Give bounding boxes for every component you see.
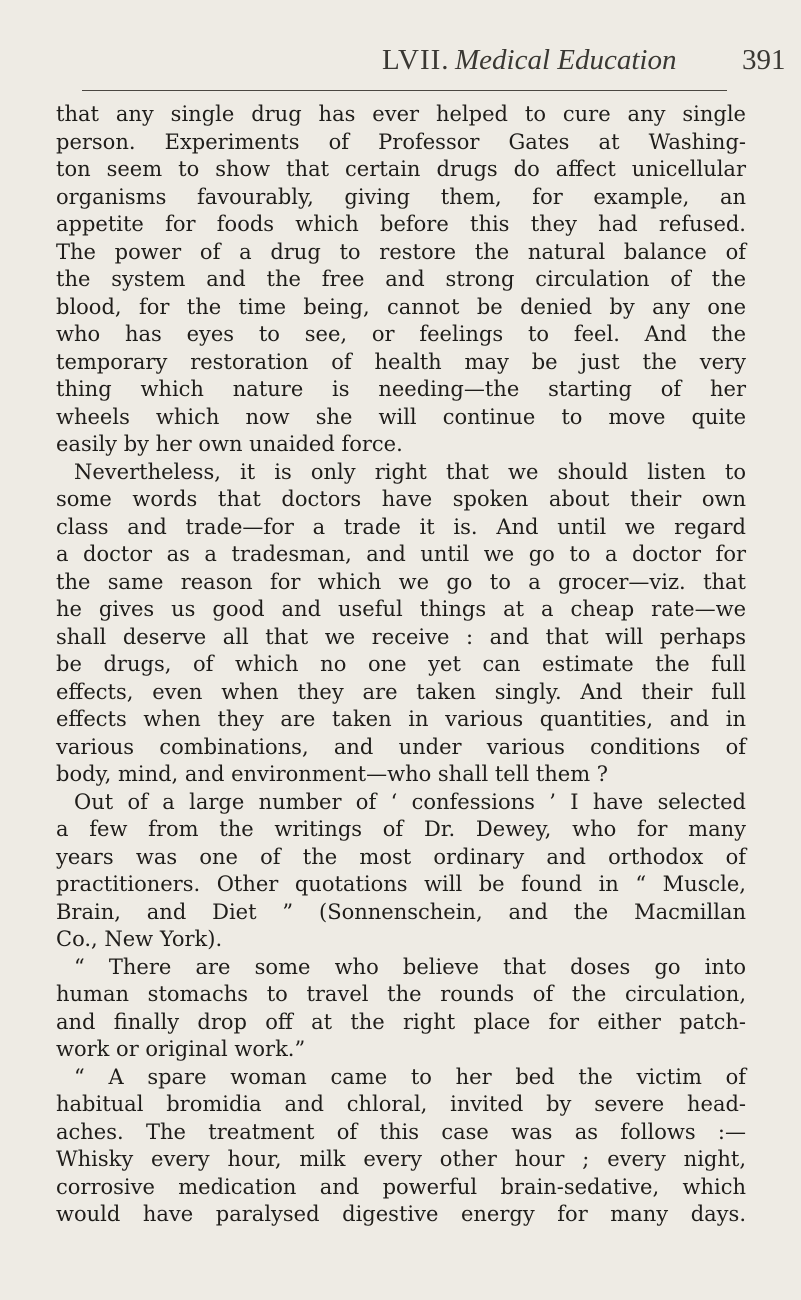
text-line: Nevertheless, it is only right that we should listen to <box>74 459 746 484</box>
text-line: shall deserve all that we receive : and that will perhaps <box>56 624 746 649</box>
text-line: who has eyes to see, or feelings to feel. And the <box>56 322 746 346</box>
text-line: years was one of the most ordinary and orthodox of <box>56 844 746 869</box>
text-line: a doctor as a tradesman, and until we go to a doctor for <box>56 542 746 566</box>
text-line: class and trade—for a trade it is. And until we regard <box>56 514 746 539</box>
text-line: easily by her own unaided force. <box>56 432 403 456</box>
text-line: aches. The treatment of this case was as follows :— <box>56 1119 746 1144</box>
running-head <box>0 44 801 80</box>
header-rule <box>82 90 727 91</box>
chapter-title: Medical Education <box>455 44 677 76</box>
text-line: blood, for the time being, cannot be denied by any one <box>56 294 746 319</box>
text-line: Co., New York). <box>56 927 223 951</box>
text-line: ton seem to show that certain drugs do affect unicellular <box>56 157 746 181</box>
text-line: organisms favourably, giving them, for example, an <box>56 184 746 209</box>
text-line: a few from the writings of Dr. Dewey, who for many <box>56 817 746 841</box>
text-line: temporary restoration of health may be just the very <box>56 349 746 374</box>
text-line: habitual bromidia and chloral, invited by severe head- <box>56 1092 746 1116</box>
text-line: the system and the free and strong circulation of the <box>56 267 746 291</box>
text-line: “ A spare woman came to her bed the victim of <box>74 1064 746 1089</box>
text-line: Brain, and Diet ” (Sonnenschein, and the Macmillan <box>56 899 746 924</box>
text-line: “ There are some who believe that doses go into <box>74 954 746 979</box>
text-line: some words that doctors have spoken about their own <box>56 487 746 511</box>
text-line: he gives us good and useful things at a cheap rate—we <box>56 597 746 621</box>
text-line: human stomachs to travel the rounds of the circulation, <box>56 982 746 1006</box>
text-line: the same reason for which we go to a grocer—viz. that <box>56 569 746 594</box>
text-line: Out of a large number of ‘ confessions ’ I have selected <box>74 789 746 814</box>
text-line: effects, even when they are taken singly. And their full <box>56 679 746 704</box>
text-line: appetite for foods which before this they had refused. <box>56 212 746 236</box>
text-line: and finally drop off at the right place for either patch- <box>56 1009 746 1034</box>
text-line: that any single drug has ever helped to cure any single <box>56 102 746 126</box>
text-line: work or original work.” <box>56 1037 306 1061</box>
chapter-number: LVII. <box>382 44 450 76</box>
text-line: corrosive medication and powerful brain-sedative, which <box>56 1174 746 1199</box>
text-line: The power of a drug to restore the natural balance of <box>56 239 746 264</box>
text-line: various combinations, and under various conditions of <box>56 734 746 759</box>
text-line: person. Experiments of Professor Gates at Washing- <box>56 129 746 154</box>
text-line: be drugs, of which no one yet can estimate the full <box>56 652 746 676</box>
text-line: effects when they are taken in various quantities, and in <box>56 707 746 731</box>
body-text <box>56 101 746 1229</box>
text-line: thing which nature is needing—the starting of her <box>56 377 746 401</box>
text-line: practitioners. Other quotations will be found in “ Muscle, <box>56 872 746 896</box>
text-line: wheels which now she will continue to move quite <box>56 404 746 429</box>
text-line: Whisky every hour, milk every other hour ; every night, <box>56 1147 746 1171</box>
page-number: 391 <box>742 44 786 76</box>
text-line: would have paralysed digestive energy for many days. <box>56 1202 746 1226</box>
text-line: body, mind, and environment—who shall tell them ? <box>56 762 609 786</box>
